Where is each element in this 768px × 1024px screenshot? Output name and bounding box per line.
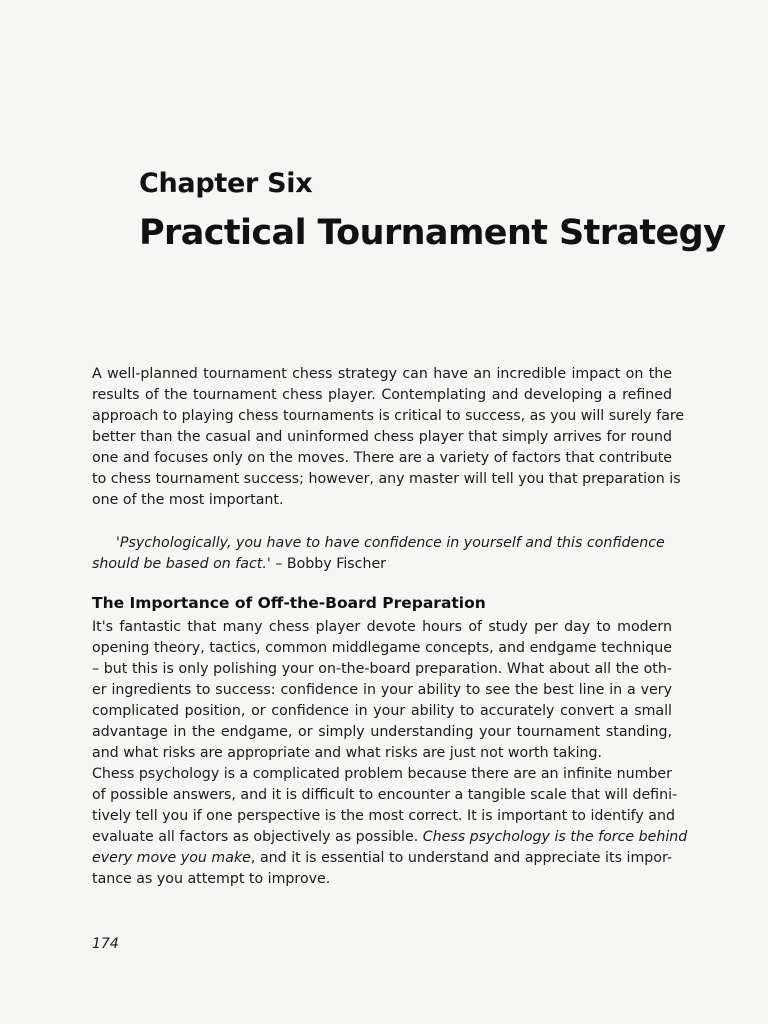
quote-text: 'Psychologically, you have to have confidence in yourself and this confidence <box>116 535 665 551</box>
emphasis-text: every move you make <box>92 850 251 866</box>
chapter-label: Chapter Six <box>139 168 313 199</box>
text-line: complicated position, or confidence in your ability to accurately convert a small <box>92 703 672 719</box>
text-line: advantage in the endgame, or simply understanding your tournament standing, <box>92 724 672 740</box>
text-line: – but this is only polishing your on-the-board preparation. What about all the oth- <box>92 661 672 677</box>
text-line: tance as you attempt to improve. <box>92 871 331 887</box>
text-segment: , and it is essential to understand and appreciate its impor- <box>250 850 672 866</box>
section-paragraph <box>92 617 688 890</box>
text-line: and what risks are appropriate and what risks are just not worth taking. <box>92 745 603 761</box>
quote-line <box>92 554 672 575</box>
section-heading: The Importance of Off-the-Board Preparation <box>92 594 486 612</box>
text-line: A well-planned tournament chess strategy can have an incredible impact on the <box>92 366 672 382</box>
text-line: better than the casual and uninformed chess player that simply arrives for round <box>92 429 672 445</box>
text-segment: evaluate all factors as objectively as possible. <box>92 829 423 845</box>
text-line: opening theory, tactics, common middlegame concepts, and endgame technique <box>92 640 672 656</box>
text-line: to chess tournament success; however, any master will tell you that preparation is <box>92 471 681 487</box>
text-line: Chess psychology is a complicated problem because there are an infinite number <box>92 766 672 782</box>
emphasis-text: Chess psychology is the force behind <box>422 829 688 845</box>
quote-text: should be based on fact.' <box>92 556 271 572</box>
text-line: It's fantastic that many chess player devote hours of study per day to modern <box>92 619 672 635</box>
text-line: approach to playing chess tournaments is critical to success, as you will surely fare <box>92 408 685 424</box>
text-line <box>92 827 688 848</box>
text-line: of possible answers, and it is difficult to encounter a tangible scale that will defini- <box>92 787 678 803</box>
quote-line <box>92 533 672 554</box>
text-line <box>92 848 672 869</box>
text-line: tively tell you if one perspective is the most correct. It is important to identify and <box>92 808 675 824</box>
text-line: results of the tournament chess player. Contemplating and developing a refined <box>92 387 672 403</box>
quote-attribution: – Bobby Fischer <box>270 556 387 572</box>
fischer-quote <box>92 533 672 575</box>
text-line: er ingredients to success: confidence in your ability to see the best line in a very <box>92 682 672 698</box>
text-line: one and focuses only on the moves. There are a variety of factors that contribute <box>92 450 672 466</box>
page-number: 174 <box>92 936 119 952</box>
chapter-title: Practical Tournament Strategy <box>139 213 726 253</box>
text-line: one of the most important. <box>92 492 284 508</box>
intro-paragraph <box>92 364 685 511</box>
